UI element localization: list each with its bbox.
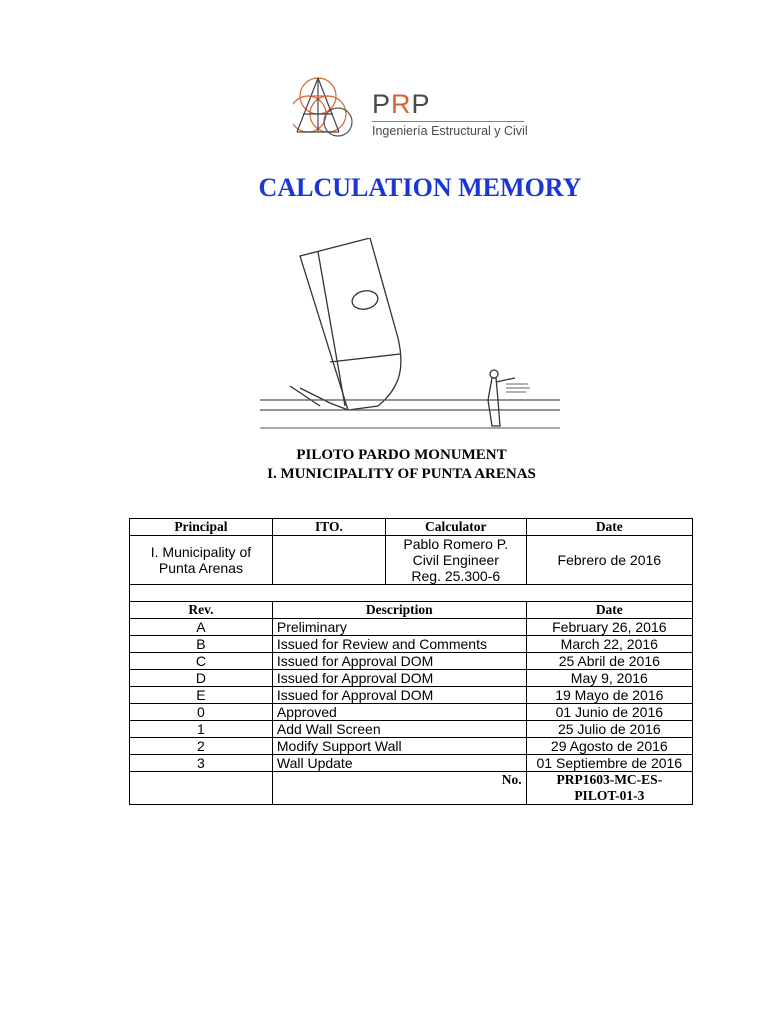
info-date-cell: Febrero de 2016: [526, 536, 692, 585]
doc-number-line-1: PRP1603-MC-ES-: [556, 772, 663, 787]
revision-row: [130, 738, 693, 755]
calculator-title: Civil Engineer: [412, 552, 499, 568]
revision-date: March 22, 2016: [526, 636, 692, 653]
revision-date: 19 Mayo de 2016: [526, 687, 692, 704]
header-date: Date: [526, 519, 692, 536]
project-heading: [0, 446, 768, 484]
revision-description: Approved: [272, 704, 526, 721]
revision-row: [130, 687, 693, 704]
revision-description: Issued for Review and Comments: [272, 636, 526, 653]
revision-description: Issued for Approval DOM: [272, 687, 526, 704]
revision-id: 2: [130, 738, 273, 755]
revision-description: Issued for Approval DOM: [272, 653, 526, 670]
header-principal: Principal: [130, 519, 273, 536]
revision-date: 01 Septiembre de 2016: [526, 755, 692, 772]
revision-id: 3: [130, 755, 273, 772]
doc-number: [526, 772, 692, 805]
revision-date: 29 Agosto de 2016: [526, 738, 692, 755]
revision-description: Modify Support Wall: [272, 738, 526, 755]
revision-row: [130, 636, 693, 653]
principal-line-2: Punta Arenas: [158, 560, 243, 576]
calculator-name: Pablo Romero P.: [403, 536, 509, 552]
info-header-row: [130, 519, 693, 536]
revision-description: Add Wall Screen: [272, 721, 526, 738]
revision-row: [130, 721, 693, 738]
header-calculator: Calculator: [385, 519, 526, 536]
principal-cell: [130, 536, 273, 585]
revision-row: [130, 653, 693, 670]
ito-cell: [272, 536, 385, 585]
revision-description: Issued for Approval DOM: [272, 670, 526, 687]
revision-row: [130, 755, 693, 772]
revision-header-row: [130, 602, 693, 619]
revision-description: Wall Update: [272, 755, 526, 772]
revision-id: A: [130, 619, 273, 636]
doc-number-label: No.: [272, 772, 526, 805]
header-rev: Rev.: [130, 602, 273, 619]
revision-id: C: [130, 653, 273, 670]
revision-date: 25 Abril de 2016: [526, 653, 692, 670]
document-control-table: [129, 518, 693, 805]
doc-number-row: [130, 772, 693, 805]
project-name: PILOTO PARDO MONUMENT: [296, 447, 507, 463]
principal-line-1: I. Municipality of: [150, 544, 252, 560]
revision-description: Preliminary: [272, 619, 526, 636]
spacer-row: [130, 585, 693, 602]
revision-row: [130, 670, 693, 687]
calculator-cell: [385, 536, 526, 585]
document-title: CALCULATION MEMORY: [258, 173, 582, 202]
revision-date: May 9, 2016: [526, 670, 692, 687]
revision-id: 1: [130, 721, 273, 738]
revision-id: E: [130, 687, 273, 704]
calculator-reg: Reg. 25.300-6: [411, 568, 501, 584]
header-rev-date: Date: [526, 602, 692, 619]
revision-date: 01 Junio de 2016: [526, 704, 692, 721]
revision-row: [130, 704, 693, 721]
revision-id: 0: [130, 704, 273, 721]
logo-brand: PRP: [372, 89, 431, 119]
doc-number-line-2: PILOT-01-3: [574, 788, 645, 803]
revision-row: [130, 619, 693, 636]
logo-tagline: Ingeniería Estructural y Civil: [372, 124, 528, 138]
revision-date: February 26, 2016: [526, 619, 692, 636]
logo-text: [372, 90, 528, 138]
revision-id: B: [130, 636, 273, 653]
info-row: [130, 536, 693, 585]
revision-date: 25 Julio de 2016: [526, 721, 692, 738]
header-ito: ITO.: [272, 519, 385, 536]
revision-id: D: [130, 670, 273, 687]
header-description: Description: [272, 602, 526, 619]
monument-drawing: [260, 238, 560, 432]
logo-divider: [372, 121, 524, 122]
project-client: I. MUNICIPALITY OF PUNTA ARENAS: [267, 466, 536, 482]
